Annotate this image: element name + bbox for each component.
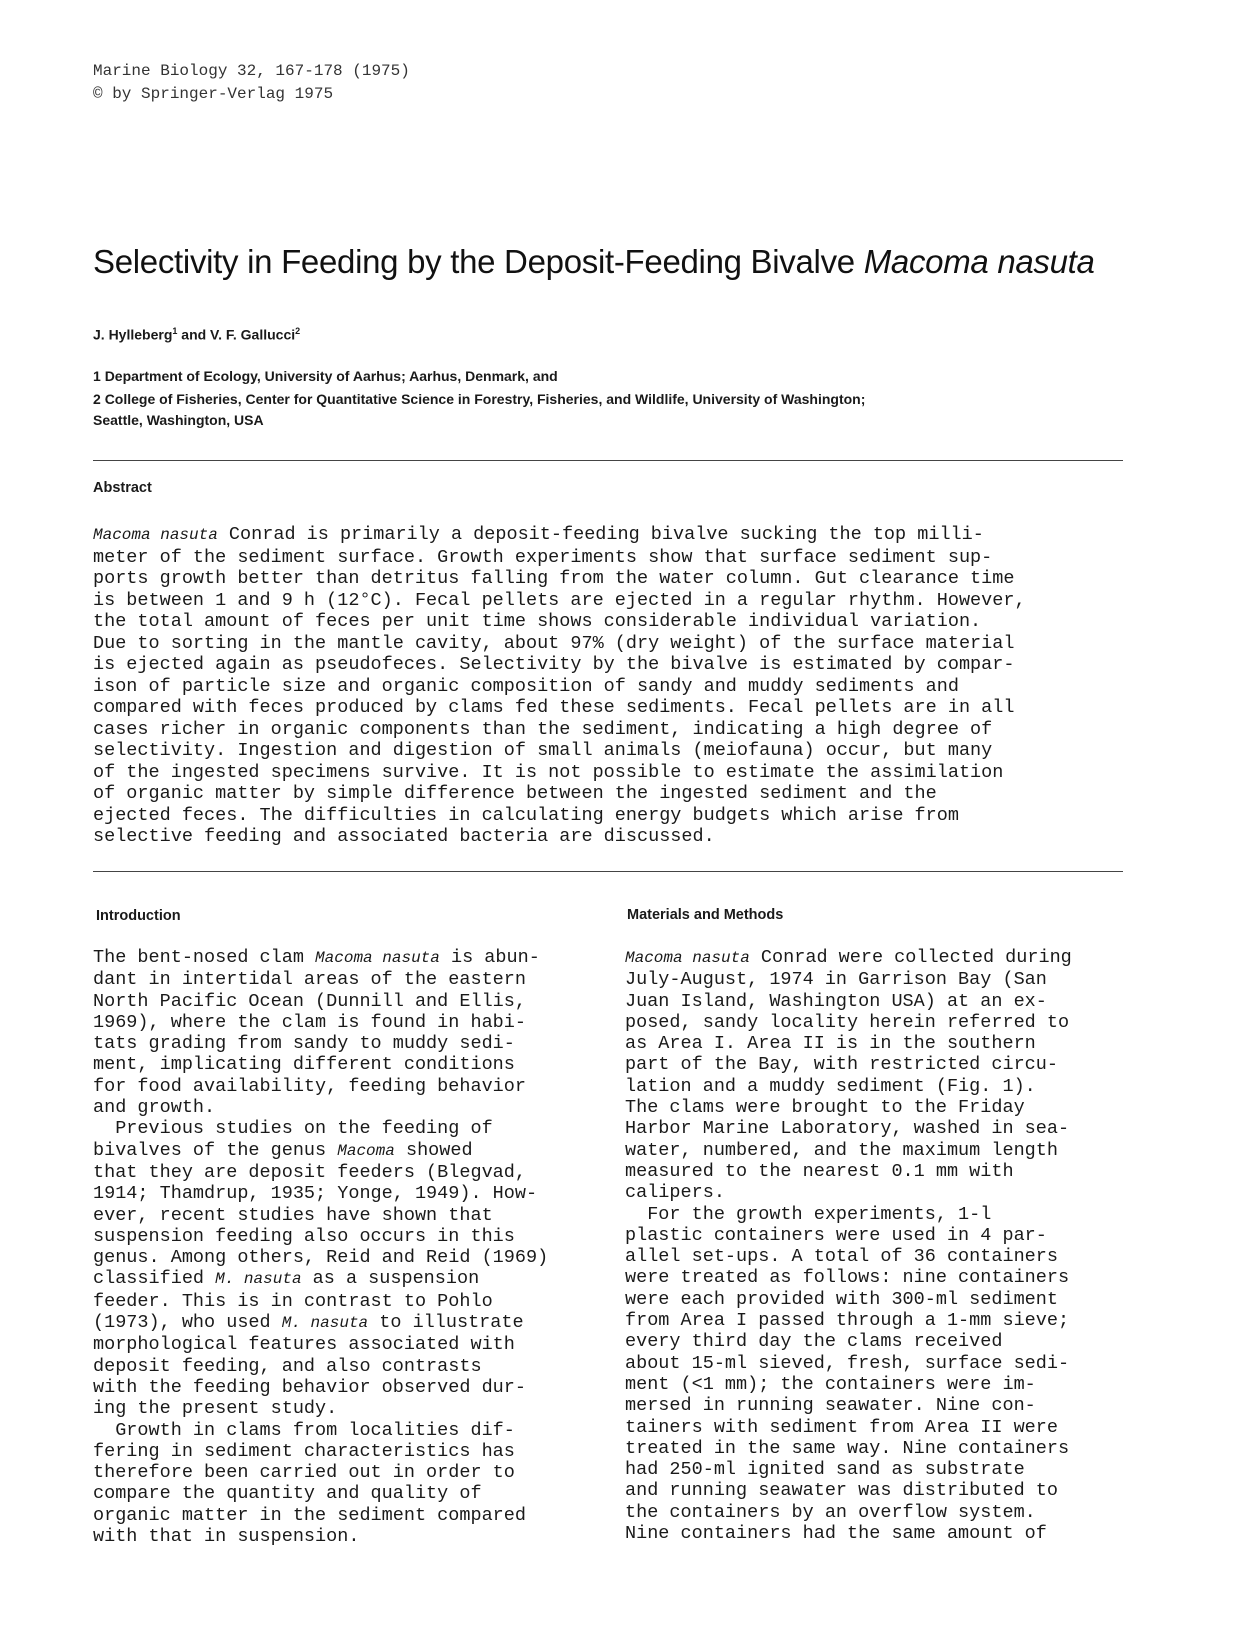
abstract-line: ports growth better than detritus falling from the water column. Gut clearance time [93,568,1015,589]
methods-line: calipers. [625,1182,725,1204]
introduction-heading: Introduction [96,908,181,924]
methods-line: every third day the clams received [625,1331,1003,1353]
methods-heading: Materials and Methods [627,907,784,923]
methods-line: plastic containers were used in 4 par- [625,1224,1047,1246]
intro-line [93,1268,613,1290]
abstract-text: Conrad is primarily a deposit-feeding bivalve sucking the top milli- [217,524,984,545]
methods-line: tainers with sediment from Area II were [625,1416,1058,1438]
affiliation-mark: 2 [93,391,101,407]
journal-citation: Marine Biology 32, 167-178 (1975) [93,62,410,80]
methods-line: had 250-ml ignited sand as substrate [625,1459,1025,1481]
intro-line: genus. Among others, Reid and Reid (1969) [93,1247,549,1269]
methods-line: Nine containers had the same amount of [625,1523,1047,1545]
methods-line: The clams were brought to the Friday [625,1097,1025,1119]
introduction-body [93,947,613,1547]
methods-text: Conrad were collected during [749,947,1072,968]
intro-line: dant in intertidal areas of the eastern [93,969,526,991]
intro-line: organic matter in the sediment compared [93,1504,526,1526]
intro-line [93,1140,613,1162]
methods-line: from Area I passed through a 1-mm sieve; [625,1310,1070,1332]
abstract-line: the total amount of feces per unit time shows considerable individual variation. [93,611,982,632]
intro-line: with the feeding behavior observed dur- [93,1376,526,1398]
affiliation-1 [93,366,558,386]
intro-line: Growth in clams from localities dif- [93,1419,515,1441]
intro-text: as a suspension [301,1268,480,1290]
abstract-line: Due to sorting in the mantle cavity, about 97% (dry weight) of the surface material [93,632,1015,654]
abstract-line: ejected feces. The difficulties in calculating energy budgets which arise from [93,804,959,826]
methods-line: July-August, 1974 in Garrison Bay (San [625,969,1047,991]
intro-line: 1914; Thamdrup, 1935; Yonge, 1949). How- [93,1183,538,1205]
methods-line [625,947,1145,969]
intro-line: deposit feeding, and also contrasts [93,1355,482,1377]
intro-line: for food availability, feeding behavior [93,1075,526,1097]
methods-line: posed, sandy locality herein referred to [625,1011,1070,1033]
intro-line [93,1312,613,1334]
abstract-line: is ejected again as pseudofeces. Selectivity by the bivalve is estimated by compar- [93,654,1015,675]
intro-line: compare the quantity and quality of [93,1483,482,1505]
title-main: Selectivity in Feeding by the Deposit-Feeding Bivalve [93,243,864,280]
methods-line: about 15-ml sieved, fresh, surface sedi- [625,1352,1070,1374]
intro-line [93,947,613,969]
intro-line: with that in suspension. [93,1526,360,1548]
intro-species: M. nasuta [281,1314,369,1333]
intro-line: morphological features associated with [93,1334,515,1356]
methods-line: mersed in running seawater. Nine con- [625,1395,1036,1417]
intro-line: that they are deposit feeders (Blegvad, [93,1161,526,1183]
abstract-line: selective feeding and associated bacteria are discussed. [93,826,715,847]
methods-line: the containers by an overflow system. [625,1501,1036,1523]
affiliation-2 [93,389,865,409]
abstract-line: compared with feces produced by clams fed these sediments. Fecal pellets are in all [93,697,1015,718]
intro-species: Macoma nasuta [315,949,440,967]
divider-top [93,460,1123,461]
intro-text: bivalves of the genus [93,1139,338,1161]
intro-species: M. nasuta [215,1270,302,1289]
intro-line: therefore been carried out in order to [93,1462,515,1484]
intro-line: ever, recent studies have shown that [93,1204,493,1226]
methods-line: For the growth experiments, 1-l [625,1203,992,1225]
divider-bottom [93,871,1123,872]
methods-line: Harbor Marine Laboratory, washed in sea- [625,1118,1070,1140]
methods-species: Macoma nasuta [625,949,750,967]
intro-line: Previous studies on the feeding of [93,1118,493,1140]
methods-line: were treated as follows: nine containers [625,1267,1070,1289]
methods-line: allel set-ups. A total of 36 containers [625,1246,1058,1268]
intro-text: to illustrate [368,1312,524,1334]
abstract-line: ison of particle size and organic composition of sandy and muddy sediments and [93,675,959,697]
abstract-line: of organic matter by simple difference between the ingested sediment and the [93,783,937,804]
methods-line: ment (<1 mm); the containers were im- [625,1373,1036,1395]
abstract-body [93,524,1143,848]
intro-line: tats grading from sandy to muddy sedi- [93,1033,515,1055]
methods-line: treated in the same way. Nine containers [625,1437,1070,1459]
title-species: Macoma nasuta [863,243,1095,280]
methods-line: lation and a muddy sediment (Fig. 1). [625,1075,1036,1097]
intro-line: and growth. [93,1097,216,1119]
intro-genus: Macoma [337,1141,395,1160]
abstract-line [93,524,1143,547]
affiliation-2-continued: Seattle, Washington, USA [93,412,264,428]
affiliation-text: Department of Ecology, University of Aarhus; Aarhus, Denmark, and [104,368,558,384]
affiliation-mark: 1 [93,368,101,384]
intro-line: 1969), where the clam is found in habi- [93,1011,526,1033]
abstract-line: cases richer in organic components than the sediment, indicating a high degree of [93,718,993,740]
abstract-line: meter of the sediment surface. Growth experiments show that surface sediment sup- [93,546,993,568]
intro-line: ing the present study. [93,1398,338,1420]
methods-line: as Area I. Area II is in the southern [625,1033,1036,1055]
abstract-species: Macoma nasuta [93,526,218,544]
author-1: J. Hylleberg [93,326,173,343]
author-2: and V. F. Gallucci [177,326,296,343]
author-2-mark: 2 [295,326,301,336]
methods-body [625,947,1145,1544]
intro-text: is abun- [439,947,540,968]
methods-line: Juan Island, Washington USA) at an ex- [625,990,1047,1012]
intro-text: (1973), who used [93,1312,282,1334]
abstract-heading: Abstract [93,480,152,496]
intro-line: North Pacific Ocean (Dunnill and Ellis, [93,990,526,1012]
author-1-mark: 1 [172,326,178,336]
intro-text: classified [93,1268,216,1290]
methods-line: water, numbered, and the maximum length [625,1139,1058,1161]
methods-line: and running seawater was distributed to [625,1480,1058,1502]
intro-line: ment, implicating different conditions [93,1054,515,1076]
author-line [93,326,300,343]
intro-line: suspension feeding also occurs in this [93,1225,515,1247]
methods-line: measured to the nearest 0.1 mm with [625,1160,1014,1182]
methods-line: part of the Bay, with restricted circu- [625,1054,1058,1076]
abstract-line: is between 1 and 9 h (12°C). Fecal pellets are ejected in a regular rhythm. However, [93,589,1026,611]
affiliation-text: College of Fisheries, Center for Quantitative Science in Forestry, Fisheries, and Wildlife, University of Washington; [104,391,866,407]
journal-copyright: © by Springer-Verlag 1975 [93,85,334,103]
intro-text: The bent-nosed clam [93,947,316,968]
methods-line: were each provided with 300-ml sediment [625,1288,1058,1310]
abstract-line: selectivity. Ingestion and digestion of small animals (meiofauna) occur, but many [93,740,993,761]
abstract-line: of the ingested specimens survive. It is not possible to estimate the assimilation [93,761,1004,783]
intro-line: fering in sediment characteristics has [93,1440,515,1462]
intro-text: showed [394,1139,473,1161]
intro-line: feeder. This is in contrast to Pohlo [93,1290,493,1312]
paper-title [93,238,1095,286]
